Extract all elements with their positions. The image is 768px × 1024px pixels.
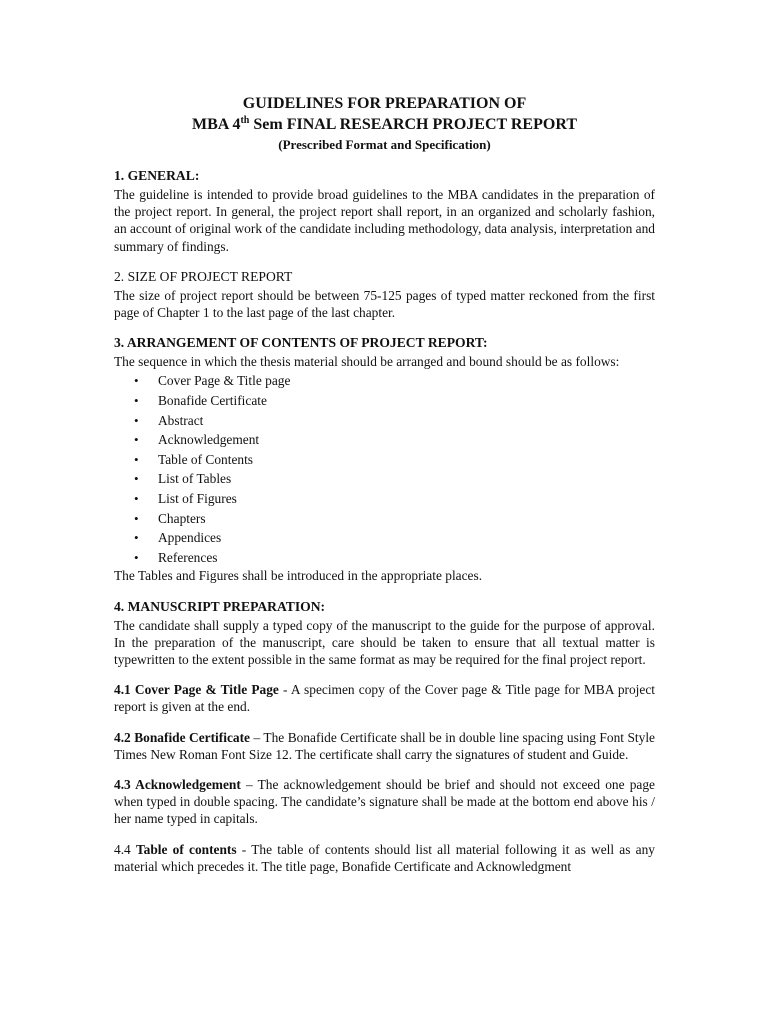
title-line2-prefix: MBA 4 xyxy=(192,116,241,133)
list-item xyxy=(134,430,655,450)
bullet-icon: • xyxy=(134,549,139,565)
section-text-size: The size of project report should be between 75-125 pages of typed matter reckoned from the first page of Chapter 1 to the last page of the last chapter. xyxy=(114,287,655,321)
list-item xyxy=(134,489,655,509)
list-item xyxy=(134,411,655,431)
subsection-text-bonafide-certificate: – The Bonafide Certificate shall be in double line spacing using Font Style Times New Roman Font Size 12. The certificate shall carry the signatures of student and Guide. xyxy=(114,729,655,762)
subsection-table-of-contents xyxy=(114,841,655,875)
list-item xyxy=(134,548,655,568)
document-page xyxy=(114,94,655,875)
bullet-icon: • xyxy=(134,490,139,506)
bullet-icon: • xyxy=(134,510,139,526)
subsection-cover-page xyxy=(114,681,655,715)
subsection-bonafide-certificate xyxy=(114,729,655,763)
bullet-icon: • xyxy=(134,451,139,467)
section-text-general: The guideline is intended to provide broad guidelines to the MBA candidates in the preparation of the project report. In general, the project report shall report, in an organized and scholarly fashion, an account of original work of the candidate including methodology, data analysis, interpretation and summary of findings. xyxy=(114,187,655,254)
list-item xyxy=(134,469,655,489)
list-item-label: Appendices xyxy=(158,530,222,546)
document-title-line2 xyxy=(114,115,655,135)
list-item xyxy=(134,509,655,529)
subsection-label-bonafide-certificate: 4.2 Bonafide Certificate xyxy=(114,729,250,745)
subsection-label-toc: Table of contents xyxy=(135,841,237,857)
section-heading-manuscript: 4. MANUSCRIPT PREPARATION: xyxy=(114,598,326,614)
list-item-label: Chapters xyxy=(158,510,206,526)
list-item-label: Abstract xyxy=(158,412,204,428)
list-item-label: Cover Page & Title page xyxy=(158,373,291,389)
list-item-label: List of Tables xyxy=(158,471,232,487)
section-heading-arrangement: 3. ARRANGEMENT OF CONTENTS OF PROJECT REPORT: xyxy=(114,335,488,351)
list-item-label: Table of Contents xyxy=(158,451,254,467)
section-text-manuscript: The candidate shall supply a typed copy of the manuscript to the guide for the purpose of approval. In the preparation of the manuscript, care should be taken to ensure that all textual matter is typewritten to the extent possible in the same format as may be required for the final project report. xyxy=(114,617,655,667)
subsection-label-cover-page: 4.1 Cover Page & Title Page xyxy=(114,682,279,698)
document-subtitle: (Prescribed Format and Specification) xyxy=(278,137,491,152)
list-item xyxy=(134,371,655,391)
title-line2-suffix: Sem FINAL RESEARCH PROJECT REPORT xyxy=(249,116,577,133)
bullet-icon: • xyxy=(134,530,139,546)
subsection-text-acknowledgement: – The acknowledgement should be brief and should not exceed one page when typed in double spacing. The candidate’s signature shall be made at the bottom end above his / her name typed in capitals. xyxy=(114,776,655,827)
section-heading-size: 2. SIZE OF PROJECT REPORT xyxy=(114,268,293,284)
list-item-label: Acknowledgement xyxy=(158,432,260,448)
bullet-icon: • xyxy=(134,471,139,487)
document-title-line1: GUIDELINES FOR PREPARATION OF xyxy=(242,95,527,112)
contents-list xyxy=(114,371,655,567)
bullet-icon: • xyxy=(134,412,139,428)
subsection-acknowledgement xyxy=(114,776,655,828)
bullet-icon: • xyxy=(134,373,139,389)
list-item xyxy=(134,391,655,411)
list-item xyxy=(134,528,655,548)
subsection-text-toc: - The table of contents should list all material following it as well as any material which precedes it. The title page, Bonafide Certificate and Acknowledgment xyxy=(114,841,655,874)
bullet-icon: • xyxy=(134,432,139,448)
section-text-arrangement-intro: The sequence in which the thesis material should be arranged and bound should be as follows: xyxy=(114,354,620,370)
subsection-number-toc: 4.4 xyxy=(114,841,136,857)
list-item-label: List of Figures xyxy=(158,490,237,506)
bullet-icon: • xyxy=(134,393,139,409)
section-text-arrangement-outro: The Tables and Figures shall be introduced in the appropriate places. xyxy=(114,568,483,584)
title-line2-superscript: th xyxy=(240,115,250,126)
list-item-label: References xyxy=(158,549,218,565)
list-item-label: Bonafide Certificate xyxy=(158,393,267,409)
list-item xyxy=(134,450,655,470)
section-heading-general: 1. GENERAL: xyxy=(114,168,200,183)
subsection-label-acknowledgement: 4.3 Acknowledgement xyxy=(114,776,241,792)
subsection-text-cover-page: - A specimen copy of the Cover page & Title page for MBA project report is given at the end. xyxy=(114,682,655,715)
